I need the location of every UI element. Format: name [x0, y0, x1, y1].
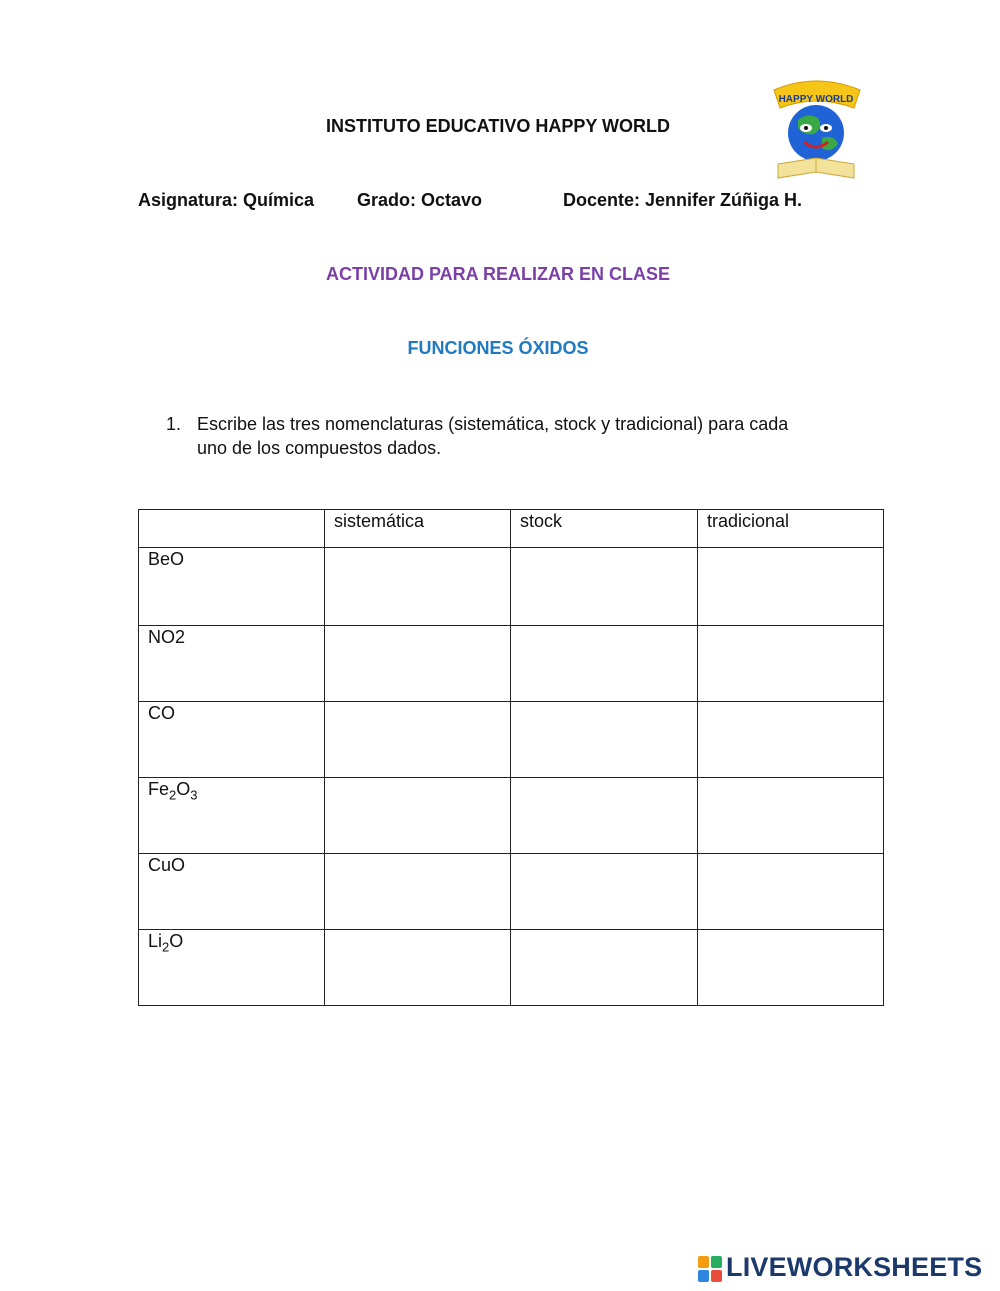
header-cell-empty [139, 510, 325, 548]
answer-cell-fe2o3-stock[interactable] [511, 778, 698, 854]
li-subscript: 2 [162, 939, 170, 955]
nomenclature-table [138, 509, 884, 1006]
institute-title: INSTITUTO EDUCATIVO HAPPY WORLD [325, 116, 670, 136]
o-symbol: O [169, 931, 184, 951]
activity-title: ACTIVIDAD PARA REALIZAR EN CLASE [325, 264, 670, 284]
answer-cell-cuo-sistematica[interactable] [325, 854, 511, 930]
answer-cell-fe2o3-sistematica[interactable] [325, 778, 511, 854]
answer-cell-co-sistematica[interactable] [325, 702, 511, 778]
fe-symbol: Fe [148, 779, 170, 799]
li-symbol: Li [148, 931, 163, 951]
school-logo [768, 78, 864, 186]
answer-cell-beo-tradicional[interactable] [698, 548, 884, 626]
topic-title: FUNCIONES ÓXIDOS [407, 338, 589, 358]
answer-cell-beo-stock[interactable] [511, 548, 698, 626]
answer-cell-fe2o3-tradicional[interactable] [698, 778, 884, 854]
o-subscript: 3 [190, 787, 198, 803]
instruction [166, 412, 856, 460]
compound-no2: NO2 [139, 626, 325, 702]
answer-cell-no2-tradicional[interactable] [698, 626, 884, 702]
answer-cell-li2o-sistematica[interactable] [325, 930, 511, 1006]
teacher-label: Docente: Jennifer Zúñiga H. [563, 190, 803, 210]
answer-cell-no2-stock[interactable] [511, 626, 698, 702]
fe-subscript: 2 [169, 787, 177, 803]
logo-text: HAPPY WORLD [778, 94, 854, 105]
subject-label: Asignatura: Química [138, 190, 315, 210]
answer-cell-cuo-tradicional[interactable] [698, 854, 884, 930]
compound-fe2o3 [139, 778, 325, 854]
answer-cell-cuo-stock[interactable] [511, 854, 698, 930]
grade-label: Grado: Octavo [357, 190, 483, 210]
table-row [139, 854, 884, 930]
answer-cell-li2o-tradicional[interactable] [698, 930, 884, 1006]
instruction-number: 1. [166, 414, 182, 434]
compound-cuo: CuO [139, 854, 325, 930]
table-row [139, 548, 884, 626]
compound-beo: BeO [139, 548, 325, 626]
table-row [139, 626, 884, 702]
answer-cell-co-stock[interactable] [511, 702, 698, 778]
table-row [139, 702, 884, 778]
answer-cell-no2-sistematica[interactable] [325, 626, 511, 702]
instruction-line-2: uno de los compuestos dados. [197, 438, 442, 458]
header-stock: stock [511, 510, 698, 548]
liveworksheets-logo-icon [697, 1255, 723, 1287]
header-sistematica: sistemática [325, 510, 511, 548]
answer-cell-li2o-stock[interactable] [511, 930, 698, 1006]
liveworksheets-brand[interactable]: LIVEWORKSHEETS [726, 1252, 983, 1282]
answer-cell-co-tradicional[interactable] [698, 702, 884, 778]
table-row [139, 778, 884, 854]
table-row [139, 930, 884, 1006]
o-symbol: O [176, 779, 191, 799]
answer-cell-beo-sistematica[interactable] [325, 548, 511, 626]
table-header-row [139, 510, 884, 548]
instruction-line-1: Escribe las tres nomenclaturas (sistemática, stock y tradicional) para cada [197, 414, 789, 434]
compound-co: CO [139, 702, 325, 778]
compound-li2o [139, 930, 325, 1006]
header-tradicional: tradicional [698, 510, 884, 548]
